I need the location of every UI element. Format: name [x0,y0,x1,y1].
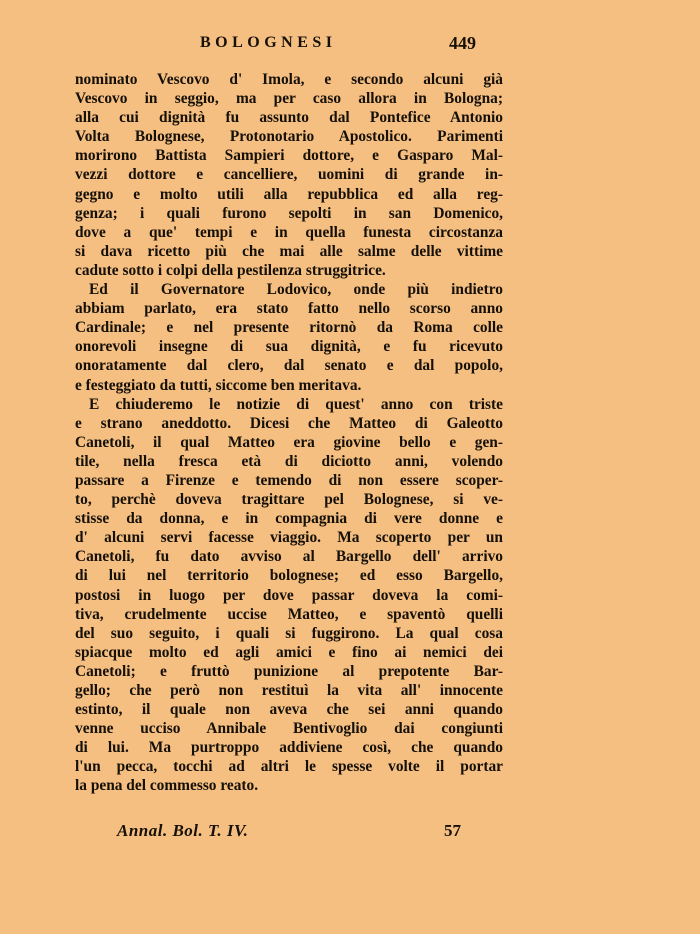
text-line: Canetoli, il qual Matteo era giovine bello e gen- [75,433,503,451]
text-line: Canetoli, fu dato avviso al Bargello dell' arrivo [75,548,503,566]
page-footer [0,821,700,845]
text-line: estinto, il quale non aveva che sei anni quando [75,701,503,719]
text-line: del suo seguito, i quali si fuggirono. La qual cosa [75,624,503,642]
text-line: stisse da donna, e in compagnia di vere donne e [75,510,503,528]
text-line: Volta Bolognese, Protonotario Apostolico. Parimenti [75,128,503,146]
text-line: Vescovo in seggio, ma per caso allora in Bologna; [75,90,503,108]
text-line: spiacque molto ed agli amici e fino ai nemici dei [75,643,503,661]
text-line: Ed il Governatore Lodovico, onde più indietro [89,281,503,299]
text-line: postosi in luogo per dove passar doveva la comi- [75,586,503,604]
signature-number: 57 [444,821,461,840]
text-line: genza; i quali furono sepolti in san Domenico, [75,204,503,222]
text-line: venne ucciso Annibale Bentivoglio dai congiunti [75,720,503,738]
text-line: vezzi dottore e cancelliere, uomini di grande in- [75,166,503,184]
text-line: onoratamente dal clero, dal senato e dal popolo, [75,357,503,375]
text-line: e strano aneddotto. Dicesi che Matteo di Galeotto [75,414,503,432]
text-line: E chiuderemo le notizie di quest' anno con triste [89,395,503,413]
page-number: 449 [449,33,476,53]
text-line: morirono Battista Sampieri dottore, e Gasparo Mal- [75,147,503,165]
text-line: cadute sotto i colpi della pestilenza struggitrice. [75,261,386,279]
text-line: dove a que' tempi e in quella funesta circostanza [75,223,503,241]
page-header [0,34,700,58]
text-line: di lui nel territorio bolognese; ed esso Bargello, [75,567,503,585]
text-line: alla cui dignità fu assunto dal Pontefice Antonio [75,109,503,127]
text-line: to, perchè doveva tragittare pel Bolognese, si ve- [75,491,503,509]
text-line: di lui. Ma purtroppo addiviene così, che quando [75,739,503,757]
text-line: Cardinale; e nel presente ritornò da Roma colle [75,319,503,337]
running-title: BOLOGNESI [200,34,337,51]
text-line: tiva, crudelmente uccise Matteo, e spaventò quelli [75,605,503,623]
text-line: d' alcuni servi facesse viaggio. Ma scoperto per un [75,529,503,547]
text-line: la pena del commesso reato. [75,777,259,795]
text-line: gegno e molto utili alla repubblica ed alla reg- [75,185,503,203]
text-line: Canetoli; e fruttò punizione al prepotente Bar- [75,662,503,680]
text-line: l'un pecca, tocchi ad altri le spesse volte il portar [75,758,503,776]
text-line: e festeggiato da tutti, siccome ben meritava. [75,376,362,394]
text-line: passare a Firenze e temendo di non essere scoper- [75,471,503,489]
text-line: nominato Vescovo d' Imola, e secondo alcuni già [75,71,503,88]
text-line: tile, nella fresca età di diciotto anni, volendo [75,452,503,470]
text-line: gello; che però non restituì la vita all' innocente [75,682,503,699]
text-line: onorevoli insegne di sua dignità, e fu ricevuto [75,338,503,356]
text-line: abbiam parlato, era stato fatto nello scorso anno [75,300,503,318]
body-text [75,70,503,796]
text-line: si dava ricetto più che mai alle salme delle vittime [75,242,503,260]
signature-mark: Annal. Bol. T. IV. [117,821,249,840]
